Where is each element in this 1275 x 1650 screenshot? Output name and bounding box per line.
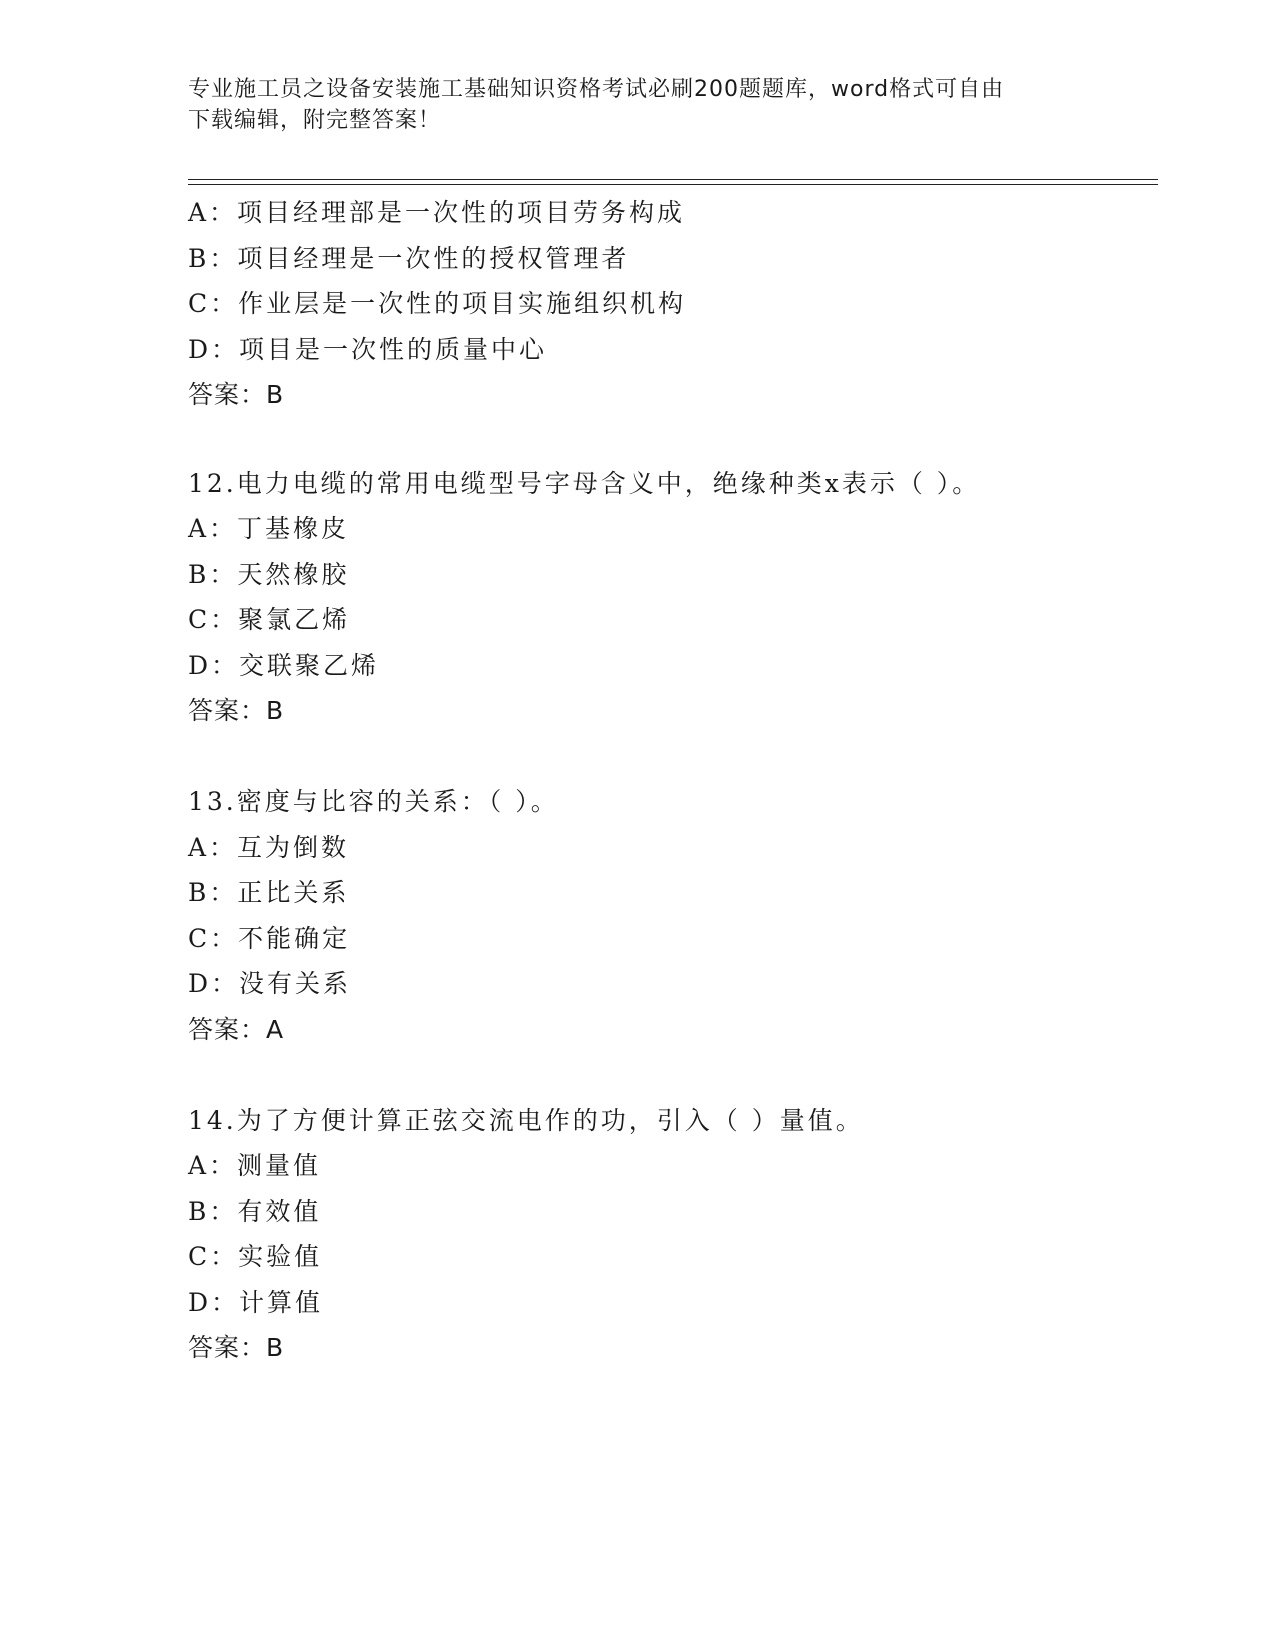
- header-title-line-2: 下载编辑，附完整答案！: [188, 108, 442, 133]
- option-b: B：有效值: [188, 1196, 322, 1226]
- document-header: [188, 74, 1068, 136]
- answer: 答案：B: [188, 696, 285, 725]
- option-a: A：项目经理部是一次性的项目劳务构成: [188, 198, 686, 227]
- option-d: D：没有关系: [188, 969, 352, 998]
- question-list: [188, 190, 1168, 1371]
- option-c: C：聚氯乙烯: [188, 605, 351, 634]
- question-text: 13.密度与比容的关系：（ ）。: [188, 787, 559, 816]
- header-divider-top: [188, 179, 1158, 180]
- question-13: [188, 779, 1168, 1052]
- option-b: B：正比关系: [188, 878, 350, 907]
- option-c: C：不能确定: [188, 923, 351, 953]
- spacer: [188, 734, 1168, 780]
- header-divider-bottom: [188, 184, 1158, 185]
- option-c: C：实验值: [188, 1242, 323, 1271]
- option-d: D：交联聚乙烯: [188, 650, 380, 680]
- option-b: B：项目经理是一次性的授权管理者: [188, 243, 630, 273]
- answer: 答案：A: [188, 1014, 285, 1044]
- option-b: B：天然橡胶: [188, 559, 350, 589]
- question-11: [188, 190, 1168, 418]
- question-12: [188, 461, 1168, 734]
- option-d: D：计算值: [188, 1287, 324, 1317]
- option-a: A：互为倒数: [188, 832, 350, 862]
- option-c: C：作业层是一次性的项目实施组织机构: [188, 289, 687, 318]
- spacer: [188, 418, 1168, 461]
- spacer: [188, 1052, 1168, 1098]
- header-title-line-1: 专业施工员之设备安装施工基础知识资格考试必刷200题题库，word格式可自由: [188, 77, 1005, 102]
- option-a: A：丁基橡皮: [188, 514, 350, 543]
- option-a: A：测量值: [188, 1151, 322, 1180]
- question-text: 14.为了方便计算正弦交流电作的功，引入（ ）量值。: [188, 1105, 864, 1135]
- answer: 答案：B: [188, 1333, 285, 1362]
- option-d: D：项目是一次性的质量中心: [188, 334, 548, 364]
- question-text: 12.电力电缆的常用电缆型号字母含义中，绝缘种类x表示（ ）。: [188, 468, 981, 498]
- answer: 答案：B: [188, 380, 285, 409]
- question-14: [188, 1098, 1168, 1371]
